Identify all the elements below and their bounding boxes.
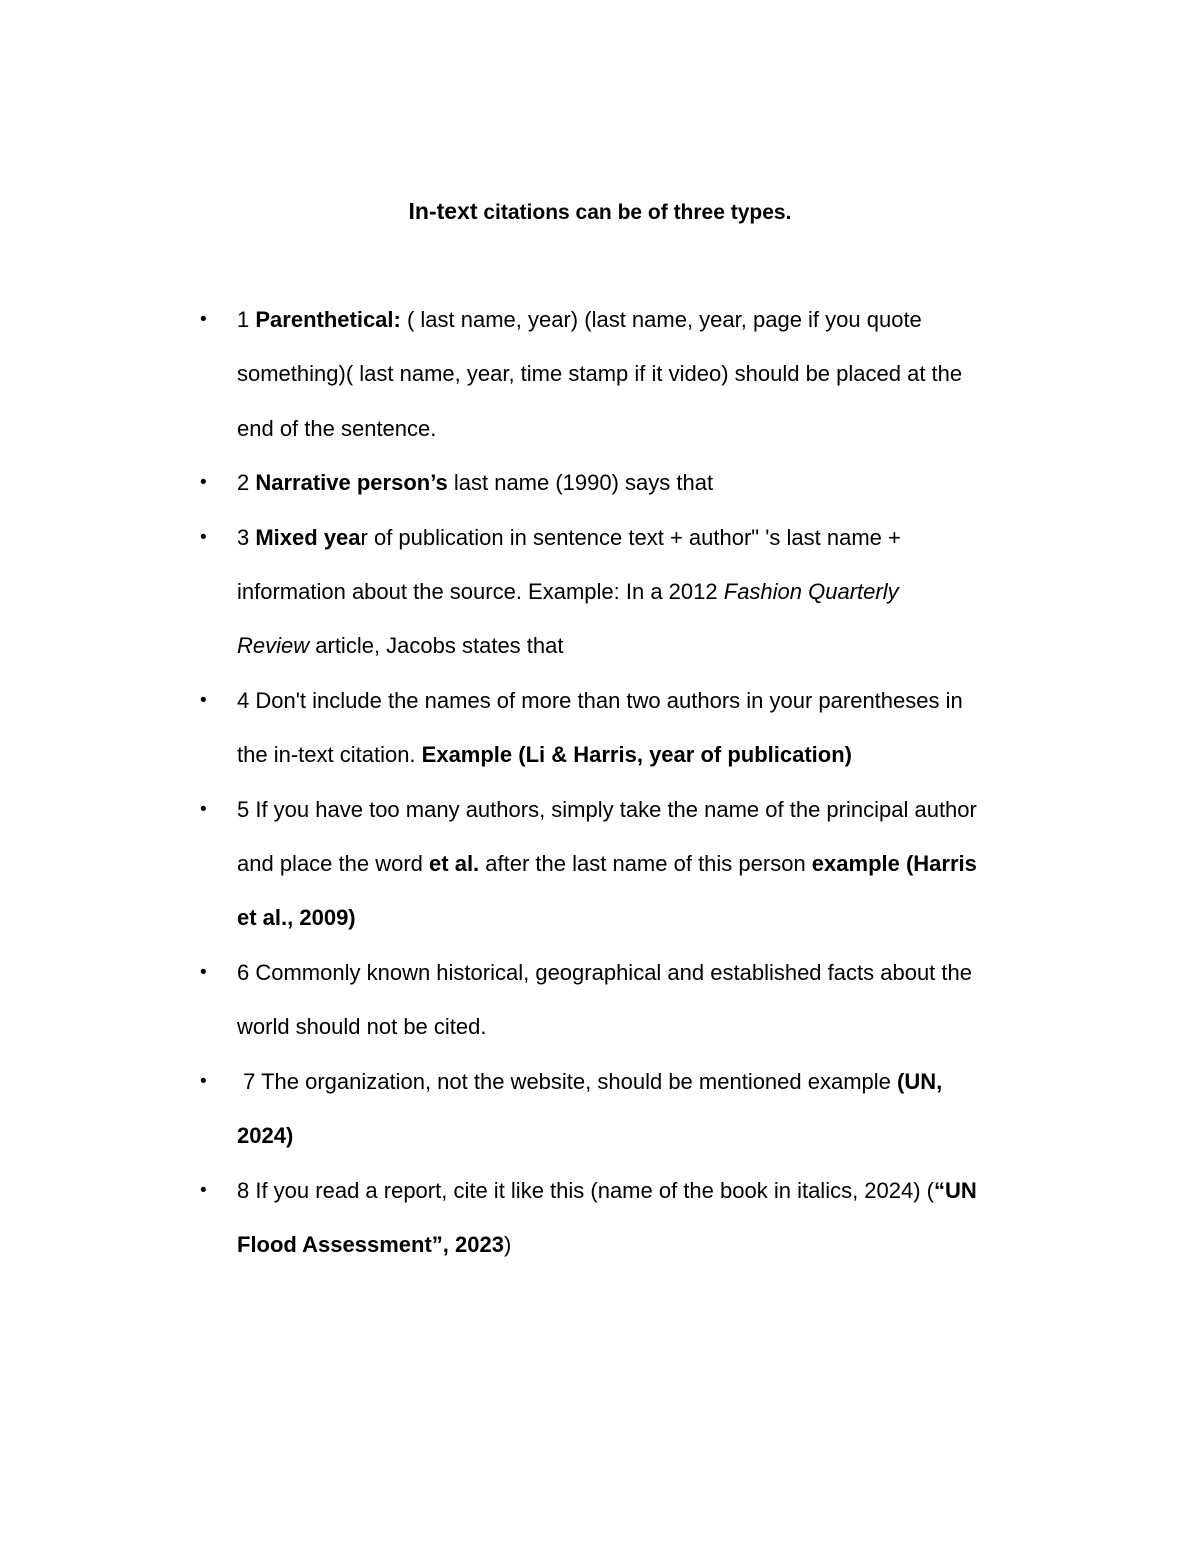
heading-lead: In-text: [408, 198, 478, 224]
list-item-4: [200, 674, 1040, 783]
bullet-icon: •: [200, 526, 207, 548]
item-text: last name (1990) says that: [447, 470, 714, 496]
publication-title: Fashion Quarterly: [723, 579, 899, 605]
item-text: ): [503, 1231, 512, 1257]
bullet-icon: •: [200, 689, 207, 711]
item-3-line-1: [237, 511, 1040, 565]
citation-rules-list: [200, 293, 1040, 1272]
item-text: 8 If you read a report, cite it like this (name of the book in italics, 2024) (: [237, 1177, 935, 1203]
item-5-line-3: [237, 891, 1040, 945]
item-term: Narrative person’s: [255, 470, 448, 496]
item-term: Mixed yea: [255, 524, 361, 550]
item-7-line-1: [237, 1055, 1040, 1109]
item-text: information about the source. Example: In a 2012: [237, 579, 724, 605]
list-item-5: [200, 783, 1040, 946]
item-3-line-2: [237, 565, 1040, 619]
list-item-3: [200, 511, 1040, 674]
bullet-icon: •: [200, 309, 207, 330]
item-7-line-2: [237, 1109, 1040, 1163]
item-text: and place the word: [237, 851, 430, 877]
item-text: after the last name of this person: [479, 851, 812, 877]
citation-example: Flood Assessment”, 2023: [237, 1231, 504, 1257]
item-4-line-1: 4 Don't include the names of more than two authors in your parentheses in: [237, 687, 963, 713]
item-number: 1: [237, 307, 256, 332]
citation-example: 2024): [237, 1123, 294, 1149]
bullet-icon: •: [200, 1179, 207, 1201]
item-number: 3: [237, 524, 256, 550]
item-text: r of publication in sentence text + author" 's last name +: [360, 524, 901, 550]
publication-title: Review: [237, 633, 310, 659]
item-6-line-2: world should not be cited.: [237, 1014, 487, 1040]
item-5-line-2: [237, 837, 1040, 891]
bullet-icon: •: [200, 961, 207, 983]
item-6-line-1: 6 Commonly known historical, geographical and established facts about the: [237, 959, 972, 985]
list-item-2: [200, 456, 1040, 510]
list-item-8: [200, 1164, 1040, 1273]
item-number: 2: [237, 470, 256, 496]
item-1-line-2: something)( last name, year, time stamp if it video) should be placed at the: [237, 361, 963, 387]
item-8-line-1: [237, 1164, 1040, 1218]
citation-example: “UN: [934, 1177, 977, 1203]
item-text: the in-text citation.: [237, 742, 422, 768]
bullet-icon: •: [200, 472, 207, 494]
document-heading: [0, 196, 1200, 228]
heading-rest: citations can be of three types.: [477, 201, 792, 224]
item-text: article, Jacobs states that: [309, 633, 564, 659]
item-text: ( last name, year) (last name, year, page if you quote: [400, 307, 922, 332]
citation-example: et al., 2009): [237, 905, 356, 931]
item-1-line-3: end of the sentence.: [237, 415, 437, 441]
bullet-icon: •: [200, 798, 207, 820]
citation-example: example (Harris: [811, 851, 977, 877]
citation-example: Example (Li & Harris, year of publication): [421, 742, 852, 768]
item-8-line-2: [237, 1218, 1040, 1272]
citation-example: (UN,: [897, 1068, 943, 1094]
item-5-line-1: 5 If you have too many authors, simply take the name of the principal author: [237, 796, 977, 822]
bullet-icon: •: [200, 1070, 207, 1092]
list-item-1: [200, 293, 1040, 456]
item-term: Parenthetical:: [255, 307, 401, 332]
item-term: et al.: [429, 851, 480, 877]
item-text: 7 The organization, not the website, should be mentioned example: [237, 1068, 898, 1094]
item-1-line-1: [237, 293, 1040, 347]
list-item-7: [200, 1055, 1040, 1164]
item-2-line-1: [237, 456, 1040, 510]
item-3-line-3: [237, 619, 1040, 673]
list-item-6: [200, 946, 1040, 1055]
item-4-line-2: [237, 728, 1040, 782]
